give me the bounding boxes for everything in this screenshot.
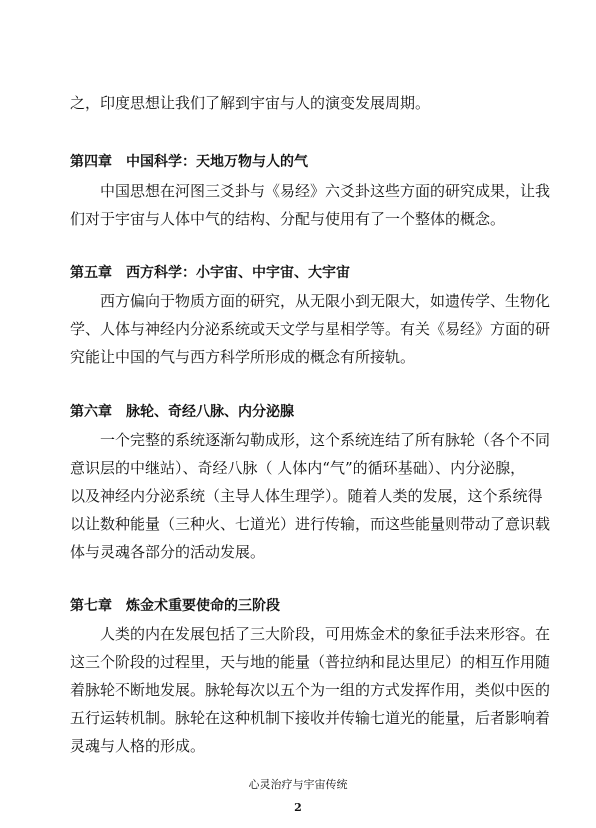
footer-book-title: 心灵治疗与宇宙传统 <box>248 778 348 791</box>
chapter-6-line-2: 意识层的中继站）、奇经八脉（ 人体内“气”的循环基础）、内分泌腺， <box>70 459 526 477</box>
intro-line: 之，印度思想让我们了解到宇宙与人的演变发展周期。 <box>70 94 431 112</box>
chapter-6-line-1: 一个完整的系统逐渐勾勒成形，这个系统连结了所有脉轮（各个不同 <box>100 431 551 449</box>
chapter-7-line-3: 着脉轮不断地发展。脉轮每次以五个为一组的方式发挥作用，类似中医的 <box>70 681 551 699</box>
chapter-7-heading: 第七章 炼金术重要使命的三阶段 <box>70 598 280 614</box>
chapter-6-line-5: 体与灵魂各部分的活动发展。 <box>70 543 266 561</box>
chapter-7-line-5: 灵魂与人格的形成。 <box>70 737 206 755</box>
chapter-4-heading: 第四章 中国科学：天地万物与人的气 <box>70 154 308 170</box>
chapter-6-line-4: 以让数种能量（三种火、七道光）进行传输，而这些能量则带动了意识载 <box>70 515 551 533</box>
chapter-5-line-1: 西方偏向于物质方面的研究，从无限小到无限大，如遗传学、生物化 <box>100 292 551 310</box>
chapter-4-line-2: 们对于宇宙与人体中气的结构、分配与使用有了一个整体的概念。 <box>70 210 506 228</box>
chapter-5-line-3: 究能让中国的气与西方科学所形成的概念有所接轨。 <box>70 348 416 366</box>
chapter-7-line-4: 五行运转机制。脉轮在这种机制下接收并传输七道光的能量，后者影响着 <box>70 709 551 727</box>
chapter-6-line-3: 以及神经内分泌系统（主导人体生理学）。随着人类的发展，这个系统得 <box>70 487 543 505</box>
chapter-6-heading: 第六章 脉轮、奇经八脉、内分泌腺 <box>70 404 294 420</box>
chapter-7-line-2: 这三个阶段的过程里，天与地的能量（普拉纳和昆达里尼）的相互作用随 <box>70 653 551 671</box>
page-number: 2 <box>294 801 302 814</box>
chapter-4-line-1: 中国思想在河图三爻卦与《易经》六爻卦这些方面的研究成果，让我 <box>100 182 551 200</box>
chapter-5-heading: 第五章 西方科学：小宇宙、中宇宙、大宇宙 <box>70 265 350 281</box>
chapter-7-line-1: 人类的内在发展包括了三大阶段，可用炼金术的象征手法来形容。在 <box>100 625 551 643</box>
chapter-5-line-2: 学、人体与神经内分泌系统或天文学与星相学等。有关《易经》方面的研 <box>70 320 551 338</box>
